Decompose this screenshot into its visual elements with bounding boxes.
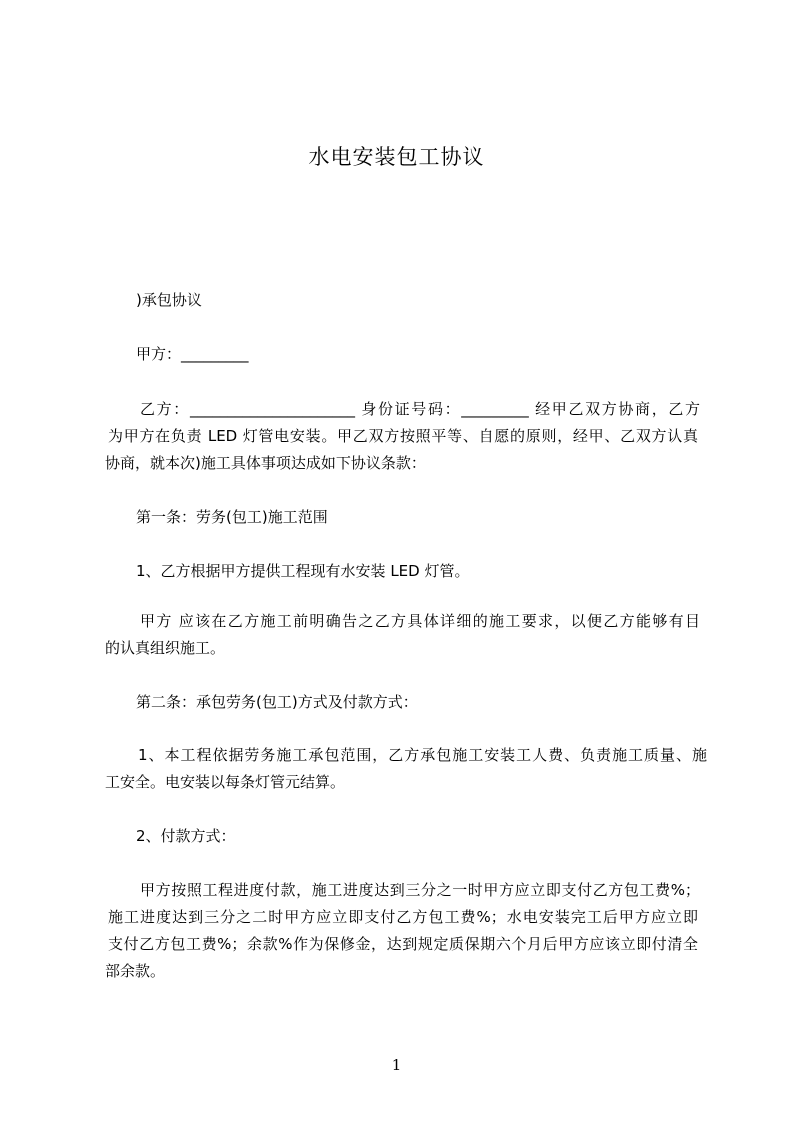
paragraph-party-b-line-3: 协商，就本次)施工具体事项达成如下协议条款： xyxy=(105,454,426,472)
article-1-heading: 第一条：劳务(包工)施工范围 xyxy=(136,508,328,526)
paragraph-party-b-line-2: 为甲方在负责 LED 灯管电安装。甲乙双方按照平等、自愿的原则，经甲、乙双方认真 xyxy=(108,427,698,445)
article-2-item-1-line-2: 工安全。电安装以每条灯管元结算。 xyxy=(105,773,346,791)
article-2-heading: 第二条：承包劳务(包工)方式及付款方式： xyxy=(136,693,418,711)
article-1-requirement-line-1: 甲方 应该在乙方施工前明确告之乙方具体详细的施工要求，以便乙方能够有目 xyxy=(140,612,700,630)
article-2-item-1-line-1: 1、本工程依据劳务施工承包范围，乙方承包施工安装工人费、负责施工质量、施 xyxy=(138,746,707,764)
payment-terms-line-4: 部余款。 xyxy=(105,962,166,980)
payment-terms-line-3: 支付乙方包工费%；余款%作为保修金，达到规定质保期六个月后甲方应该立即付清全 xyxy=(108,935,698,953)
article-2-item-2: 2、付款方式： xyxy=(136,827,236,845)
page-number: 1 xyxy=(391,1056,402,1074)
payment-terms-line-2: 施工进度达到三分之二时甲方应立即支付乙方包工费%；水电安装完工后甲方应立即 xyxy=(108,908,698,926)
paragraph-contract-heading: )承包协议 xyxy=(136,291,202,309)
article-1-item-1: 1、乙方根据甲方提供工程现有水安装 LED 灯管。 xyxy=(136,562,470,580)
article-1-requirement-line-2: 的认真组织施工。 xyxy=(105,639,226,657)
document-title: 水电安装包工协议 xyxy=(308,145,485,169)
paragraph-party-a: 甲方：_________ xyxy=(136,345,249,363)
payment-terms-line-1: 甲方按照工程进度付款，施工进度达到三分之一时甲方应立即支付乙方包工费%； xyxy=(140,881,700,899)
paragraph-party-b-line-1: 乙方：______________________ 身份证号码：_________ 经甲乙双方协商，乙方 xyxy=(140,400,700,418)
